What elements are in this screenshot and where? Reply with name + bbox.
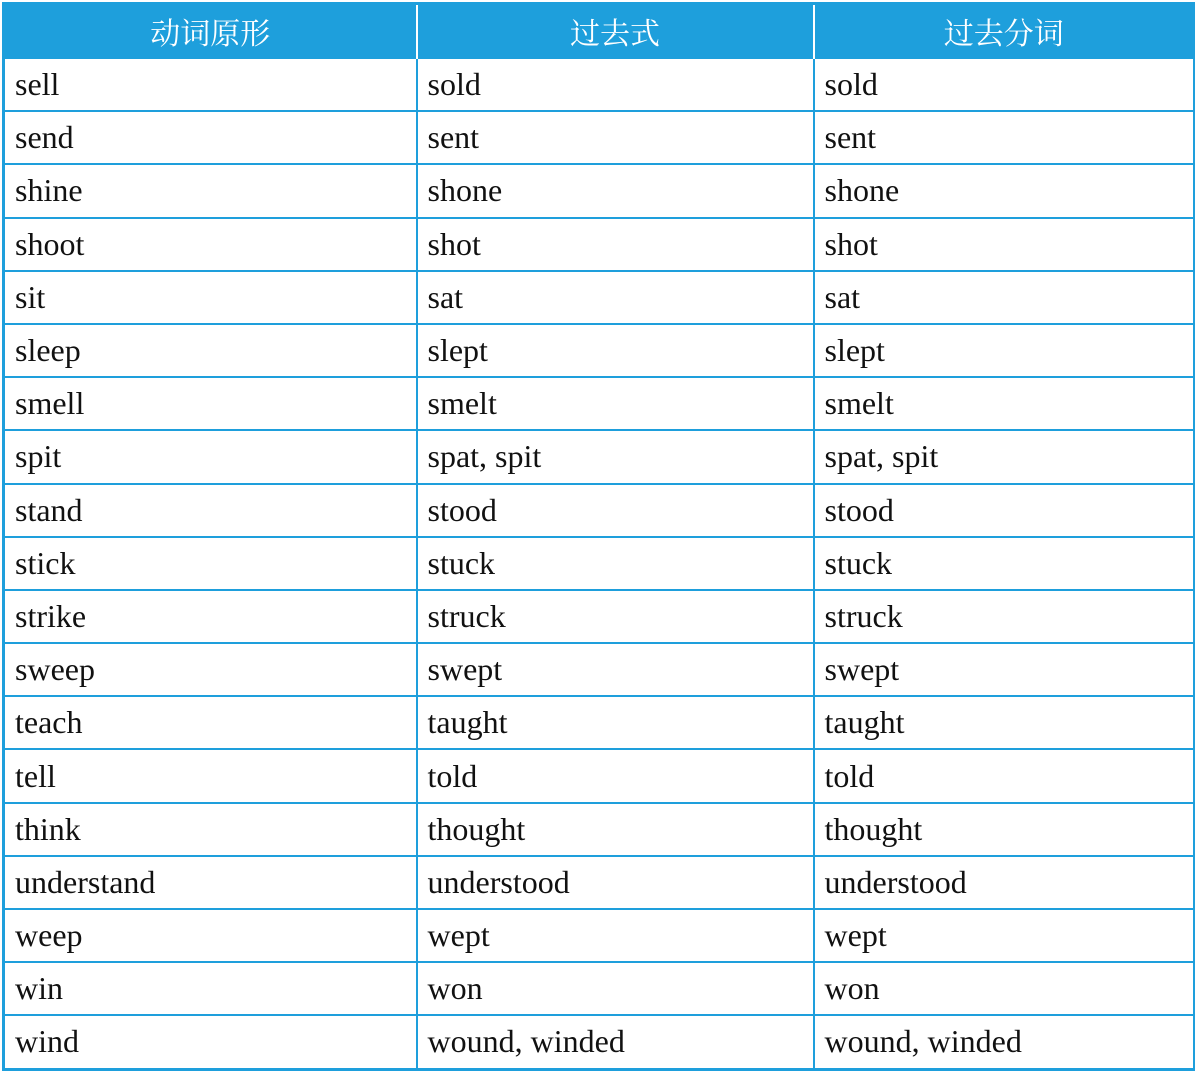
cell-past-tense: taught xyxy=(417,696,814,749)
cell-past-participle: stuck xyxy=(814,537,1195,590)
cell-base-form: stick xyxy=(4,537,417,590)
cell-past-participle: won xyxy=(814,962,1195,1015)
table-row xyxy=(4,803,1195,856)
cell-past-participle: sold xyxy=(814,58,1195,111)
table-row xyxy=(4,271,1195,324)
table-row xyxy=(4,164,1195,217)
cell-past-tense: sent xyxy=(417,111,814,164)
cell-base-form: think xyxy=(4,803,417,856)
cell-past-participle: smelt xyxy=(814,377,1195,430)
cell-past-participle: stood xyxy=(814,484,1195,537)
cell-past-participle: told xyxy=(814,749,1195,802)
cell-base-form: sit xyxy=(4,271,417,324)
cell-base-form: understand xyxy=(4,856,417,909)
table-row xyxy=(4,1015,1195,1069)
cell-base-form: smell xyxy=(4,377,417,430)
cell-base-form: sleep xyxy=(4,324,417,377)
cell-past-tense: spat, spit xyxy=(417,430,814,483)
cell-past-participle: thought xyxy=(814,803,1195,856)
cell-past-participle: shot xyxy=(814,218,1195,271)
cell-base-form: stand xyxy=(4,484,417,537)
cell-past-tense: told xyxy=(417,749,814,802)
table-row xyxy=(4,430,1195,483)
cell-past-participle: taught xyxy=(814,696,1195,749)
cell-past-tense: shot xyxy=(417,218,814,271)
cell-past-tense: shone xyxy=(417,164,814,217)
irregular-verb-table xyxy=(2,2,1195,1071)
table-row xyxy=(4,58,1195,111)
cell-past-tense: won xyxy=(417,962,814,1015)
cell-past-participle: spat, spit xyxy=(814,430,1195,483)
cell-base-form: wind xyxy=(4,1015,417,1069)
cell-past-participle: struck xyxy=(814,590,1195,643)
cell-base-form: sweep xyxy=(4,643,417,696)
cell-past-participle: wound, winded xyxy=(814,1015,1195,1069)
cell-past-tense: slept xyxy=(417,324,814,377)
cell-past-tense: sat xyxy=(417,271,814,324)
table-row xyxy=(4,962,1195,1015)
cell-past-participle: understood xyxy=(814,856,1195,909)
table-row xyxy=(4,749,1195,802)
cell-past-tense: wound, winded xyxy=(417,1015,814,1069)
table-row xyxy=(4,537,1195,590)
cell-past-participle: sat xyxy=(814,271,1195,324)
cell-past-tense: wept xyxy=(417,909,814,962)
cell-base-form: send xyxy=(4,111,417,164)
header-base-form: 动词原形 xyxy=(4,4,417,59)
header-row xyxy=(4,4,1195,59)
table-row xyxy=(4,484,1195,537)
cell-past-tense: struck xyxy=(417,590,814,643)
cell-base-form: sell xyxy=(4,58,417,111)
cell-past-participle: wept xyxy=(814,909,1195,962)
table-row xyxy=(4,324,1195,377)
cell-past-tense: sold xyxy=(417,58,814,111)
table-row xyxy=(4,590,1195,643)
cell-past-tense: understood xyxy=(417,856,814,909)
cell-base-form: teach xyxy=(4,696,417,749)
cell-past-tense: stood xyxy=(417,484,814,537)
cell-past-participle: sent xyxy=(814,111,1195,164)
cell-base-form: strike xyxy=(4,590,417,643)
cell-past-tense: smelt xyxy=(417,377,814,430)
cell-past-tense: stuck xyxy=(417,537,814,590)
table-body xyxy=(4,58,1195,1069)
table-header xyxy=(4,4,1195,59)
table-row xyxy=(4,696,1195,749)
cell-past-tense: swept xyxy=(417,643,814,696)
cell-base-form: spit xyxy=(4,430,417,483)
cell-past-participle: shone xyxy=(814,164,1195,217)
table-row xyxy=(4,218,1195,271)
cell-base-form: weep xyxy=(4,909,417,962)
table-row xyxy=(4,377,1195,430)
cell-past-tense: thought xyxy=(417,803,814,856)
table-row xyxy=(4,111,1195,164)
cell-base-form: win xyxy=(4,962,417,1015)
table-row xyxy=(4,643,1195,696)
cell-base-form: shine xyxy=(4,164,417,217)
cell-past-participle: swept xyxy=(814,643,1195,696)
cell-base-form: tell xyxy=(4,749,417,802)
cell-base-form: shoot xyxy=(4,218,417,271)
table-row xyxy=(4,909,1195,962)
header-past-tense: 过去式 xyxy=(417,4,814,59)
table-row xyxy=(4,856,1195,909)
cell-past-participle: slept xyxy=(814,324,1195,377)
header-past-participle: 过去分词 xyxy=(814,4,1195,59)
